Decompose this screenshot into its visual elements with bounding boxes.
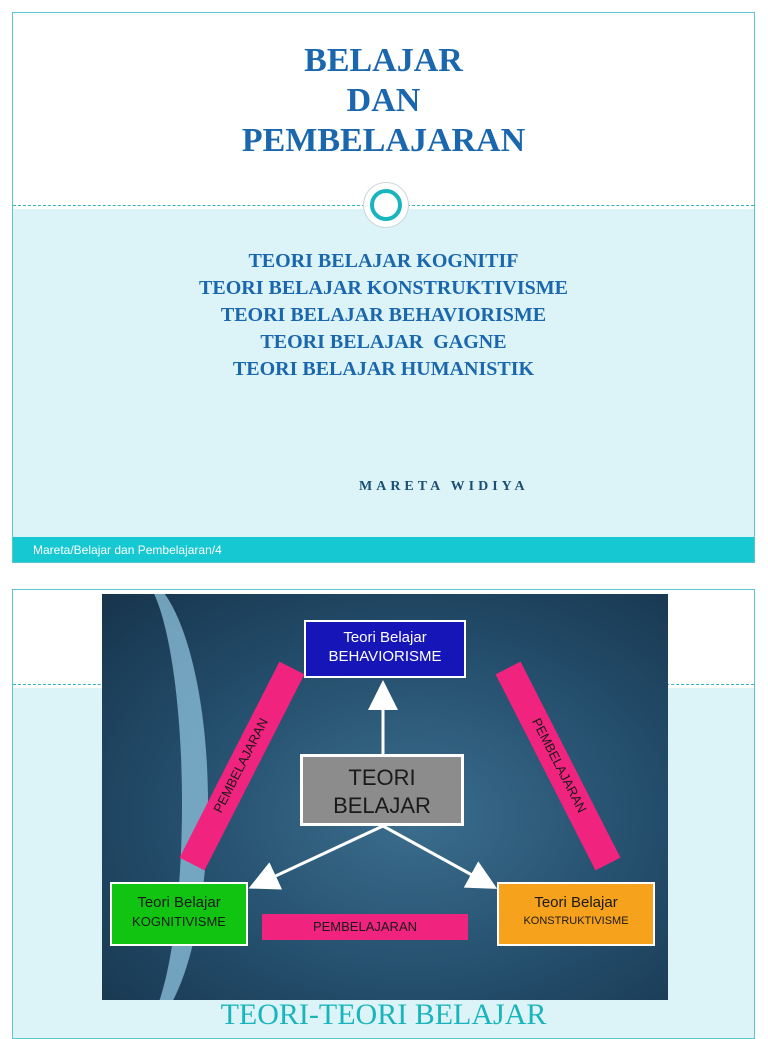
slide-1 <box>12 12 755 563</box>
slide-2 <box>12 589 755 1039</box>
center-box <box>300 754 464 826</box>
author-name: MARETA WIDIYA <box>359 479 529 494</box>
topic-item: TEORI BELAJAR KONSTRUKTIVISME <box>199 277 568 299</box>
topic-item: TEORI BELAJAR KOGNITIF <box>248 250 519 272</box>
footer-bar <box>13 537 754 563</box>
slide-2-title: TEORI-TEORI BELAJAR <box>220 998 547 1031</box>
topic-item: TEORI BELAJAR GAGNE <box>260 331 507 353</box>
box-title: KOGNITIVISME <box>132 914 226 929</box>
kognitivisme-box <box>110 882 248 946</box>
title-line-3: PEMBELAJARAN <box>241 122 526 159</box>
pembelajaran-band-bottom: PEMBELAJARAN <box>262 914 468 940</box>
box-label: Teori Belajar <box>343 629 427 646</box>
box-title: BEHAVIORISME <box>328 648 442 665</box>
behaviorisme-box <box>304 620 466 678</box>
arrow-right <box>383 826 492 886</box>
topic-item: TEORI BELAJAR BEHAVIORISME <box>220 304 547 326</box>
footer-text: Mareta/Belajar dan Pembelajaran/4 <box>33 543 222 557</box>
box-label: Teori Belajar <box>534 894 618 911</box>
konstruktivisme-box <box>497 882 655 946</box>
theory-diagram <box>102 594 668 1000</box>
title-line-1: BELAJAR <box>304 42 463 79</box>
circle-ornament-inner <box>370 189 402 221</box>
topic-item: TEORI BELAJAR HUMANISTIK <box>232 358 535 380</box>
topic-list <box>13 248 754 383</box>
circle-ornament-icon <box>364 183 408 227</box>
box-label: TEORI <box>348 765 416 790</box>
arrow-left <box>254 826 383 886</box>
box-title: BELAJAR <box>333 793 431 818</box>
page-title <box>13 41 754 161</box>
pembelajaran-band-left: PEMBELAJARAN <box>180 662 305 871</box>
title-line-2: DAN <box>346 82 421 119</box>
box-label: Teori Belajar <box>137 894 221 911</box>
box-title: KONSTRUKTIVISME <box>523 915 629 927</box>
pembelajaran-band-right: PEMBELAJARAN <box>496 662 621 871</box>
